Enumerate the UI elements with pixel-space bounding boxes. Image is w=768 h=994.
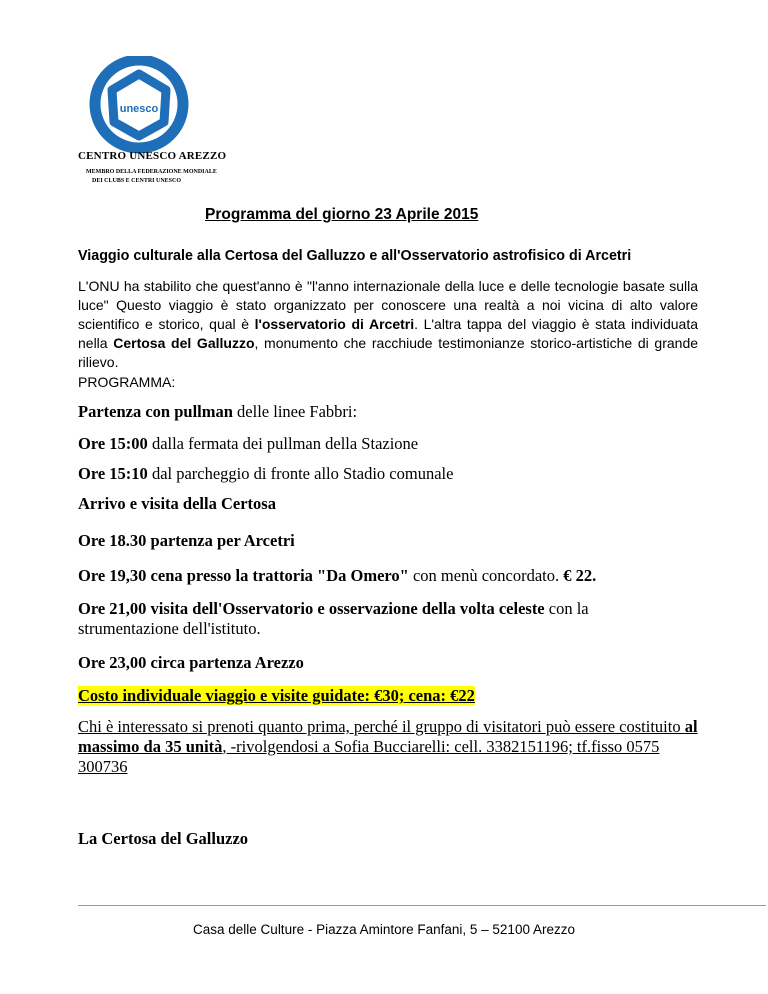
schedule-1930 — [78, 566, 596, 586]
intro-paragraph — [78, 277, 698, 372]
schedule-2100-line2: strumentazione dell'istituto. — [78, 619, 261, 638]
schedule-departure — [78, 402, 357, 422]
schedule-2300: Ore 23,00 circa partenza Arezzo — [78, 653, 304, 672]
contact-text-2: , -rivolgendosi a Sofia Bucciarelli: cell. 3382151196; tf.fisso 0575 300736 — [78, 737, 660, 776]
schedule-1500 — [78, 434, 418, 454]
departure-bold: Partenza con pullman — [78, 402, 233, 421]
t1500-bold: Ore 15:00 — [78, 434, 148, 453]
intro-bold-2: Certosa del Galluzzo — [113, 335, 255, 351]
contact-paragraph — [78, 717, 703, 777]
section-heading: La Certosa del Galluzzo — [78, 829, 249, 848]
contact-bold: al massimo da 35 unità — [78, 717, 698, 756]
member-text — [86, 168, 217, 186]
footer-divider — [78, 905, 766, 906]
footer-address: Casa delle Culture - Piazza Amintore Fanfani, 5 – 52100 Arezzo — [193, 922, 575, 937]
t1510-bold: Ore 15:10 — [78, 464, 148, 483]
intro-bold-1: l'osservatorio di Arcetri — [254, 316, 415, 332]
intro-text-1: L'ONU ha stabilito che quest'anno è "l'anno internazionale della luce e delle tecnologie basate sulla luce" Questo viaggio è stato organizzato per conoscere una realtà a noi vicina di alto valore scientifico e storico, qual è — [78, 278, 698, 332]
org-name: CENTRO UNESCO AREZZO — [78, 150, 227, 162]
unesco-logo-icon — [76, 56, 202, 156]
t1930-bold: Ore 19,30 cena presso la trattoria "Da Omero" — [78, 566, 409, 585]
t1500-rest: dalla fermata dei pullman della Stazione — [147, 434, 419, 453]
schedule-1510 — [78, 464, 453, 484]
schedule-1830: Ore 18.30 partenza per Arcetri — [78, 531, 295, 550]
t2100-bold: Ore 21,00 visita dell'Osservatorio e osservazione della volta celeste — [78, 599, 545, 618]
contact-text-1: Chi è interessato si prenoti quanto prima, perché il gruppo di visitatori può essere costituito — [78, 717, 685, 736]
schedule-2100 — [78, 599, 589, 619]
schedule-arrival: Arrivo e visita della Certosa — [78, 494, 276, 513]
page-title: Programma del giorno 23 Aprile 2015 — [205, 206, 479, 223]
unesco-logo — [76, 56, 202, 156]
intro-text-2: . L'altra tappa del viaggio è stata individuata nella — [78, 316, 698, 351]
departure-rest: delle linee Fabbri: — [232, 402, 358, 421]
page-subtitle: Viaggio culturale alla Certosa del Galluzzo e all'Osservatorio astrofisico di Arcetri — [78, 248, 632, 264]
cost-text: Costo individuale viaggio e visite guidate: €30; cena: €22 — [78, 686, 475, 705]
t1510-rest: dal parcheggio di fronte allo Stadio comunale — [147, 464, 454, 483]
t1930-rest: con menù concordato. — [408, 566, 564, 585]
logo-text: unesco — [119, 103, 159, 115]
t1930-price: € 22. — [563, 566, 597, 585]
t2100-rest: con la — [544, 599, 589, 618]
member-line-1: MEMBRO DELLA FEDERAZIONE MONDIALE — [86, 169, 217, 175]
programma-label: PROGRAMMA: — [78, 374, 176, 390]
intro-text-3: , monumento che racchiude testimonianze storico-artistiche di grande rilievo. — [78, 335, 699, 370]
cost-highlight — [78, 686, 475, 706]
member-line-2: DEI CLUBS E CENTRI UNESCO — [92, 178, 182, 184]
